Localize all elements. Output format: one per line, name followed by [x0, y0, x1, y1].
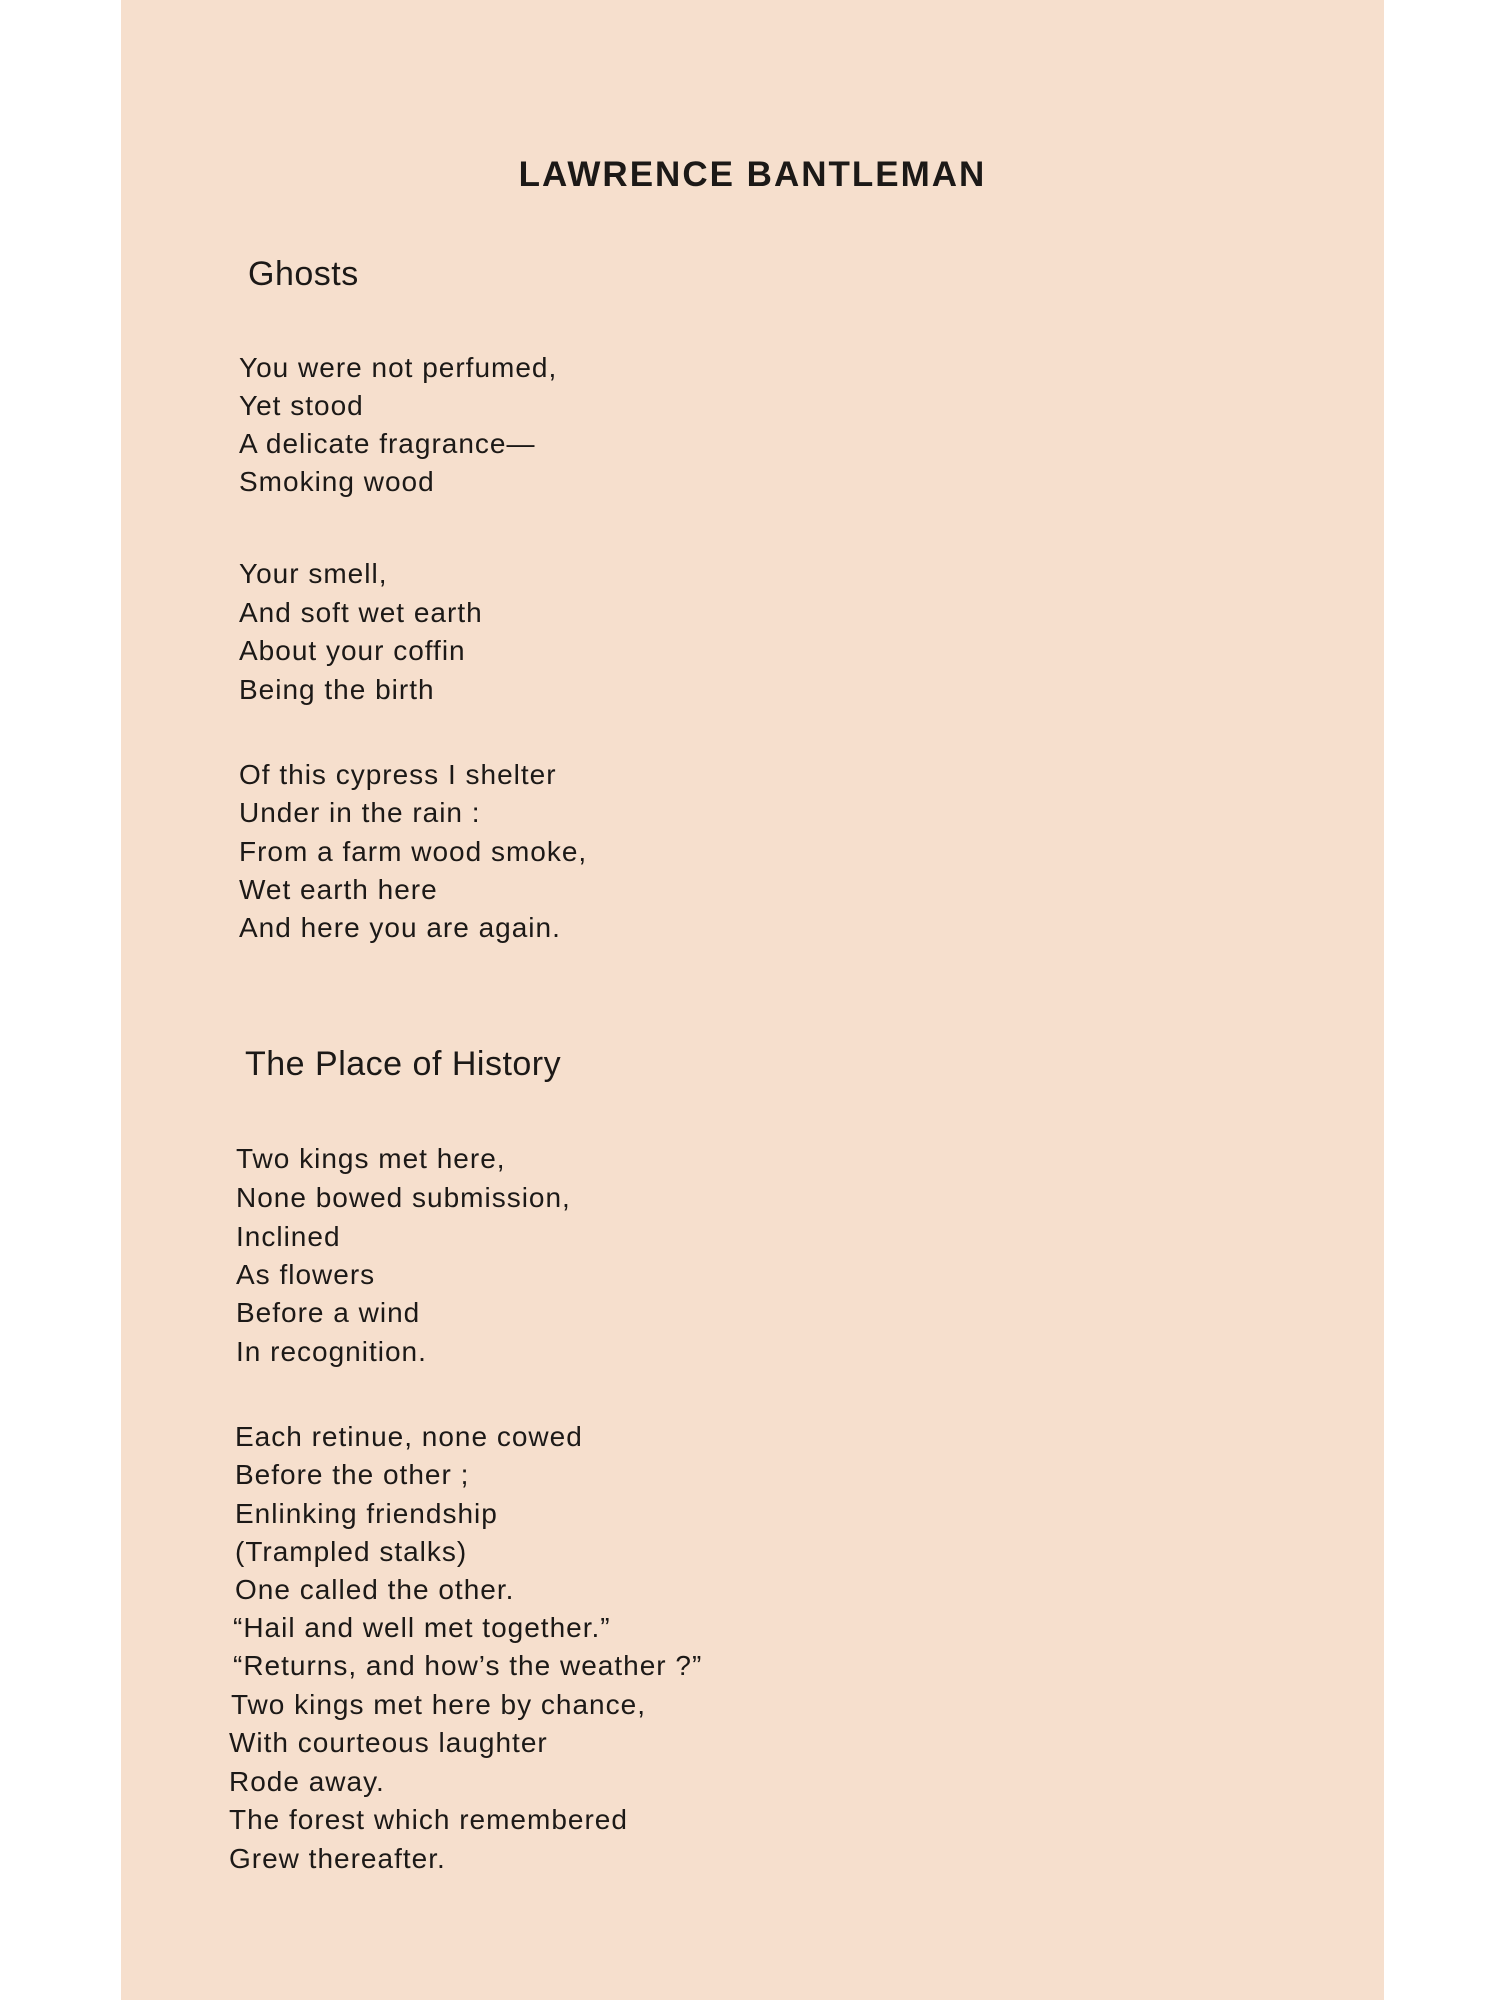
poem-line: Yet stood — [239, 390, 364, 421]
poem-line: Two kings met here by chance, — [231, 1689, 646, 1720]
poem-line: Enlinking friendship — [235, 1498, 498, 1529]
poem-line: With courteous laughter — [229, 1727, 548, 1758]
poem-line: None bowed submission, — [236, 1182, 571, 1213]
poem-line: Of this cypress I shelter — [239, 759, 557, 790]
poem-line: (Trampled stalks) — [235, 1536, 468, 1567]
poem-line: Being the birth — [239, 674, 435, 705]
poem-line: The forest which remembered — [229, 1804, 628, 1835]
poem-line: Two kings met here, — [236, 1143, 506, 1174]
poem-line: About your coffin — [239, 635, 466, 666]
poem-line: From a farm wood smoke, — [239, 836, 588, 867]
poem-line: “Hail and well met together.” — [233, 1612, 611, 1643]
poem-line: Grew thereafter. — [229, 1843, 446, 1874]
poem-title-ghosts: Ghosts — [248, 255, 359, 293]
poem-line: You were not perfumed, — [239, 352, 558, 383]
poem-line: “Returns, and how’s the weather ?” — [233, 1650, 703, 1681]
book-page — [121, 0, 1384, 2000]
poem-line: Under in the rain : — [239, 797, 481, 828]
poem-line: Rode away. — [229, 1766, 385, 1797]
poem-line: A delicate fragrance— — [239, 428, 536, 459]
poem-line: Before a wind — [236, 1297, 421, 1328]
author-heading: LAWRENCE BANTLEMAN — [518, 155, 987, 194]
poem-line: One called the other. — [235, 1574, 515, 1605]
poem-line: Each retinue, none cowed — [235, 1421, 583, 1452]
poem-line: And soft wet earth — [239, 597, 483, 628]
poem-line: As flowers — [236, 1259, 376, 1290]
poem-title-place-of-history: The Place of History — [245, 1045, 562, 1083]
poem-line: Smoking wood — [239, 466, 435, 497]
poem-line: Your smell, — [239, 558, 388, 589]
poem-line: In recognition. — [236, 1336, 427, 1367]
poem-line: And here you are again. — [239, 912, 561, 943]
poem-line: Before the other ; — [235, 1459, 470, 1490]
poem-line: Wet earth here — [239, 874, 438, 905]
poem-line: Inclined — [236, 1221, 341, 1252]
